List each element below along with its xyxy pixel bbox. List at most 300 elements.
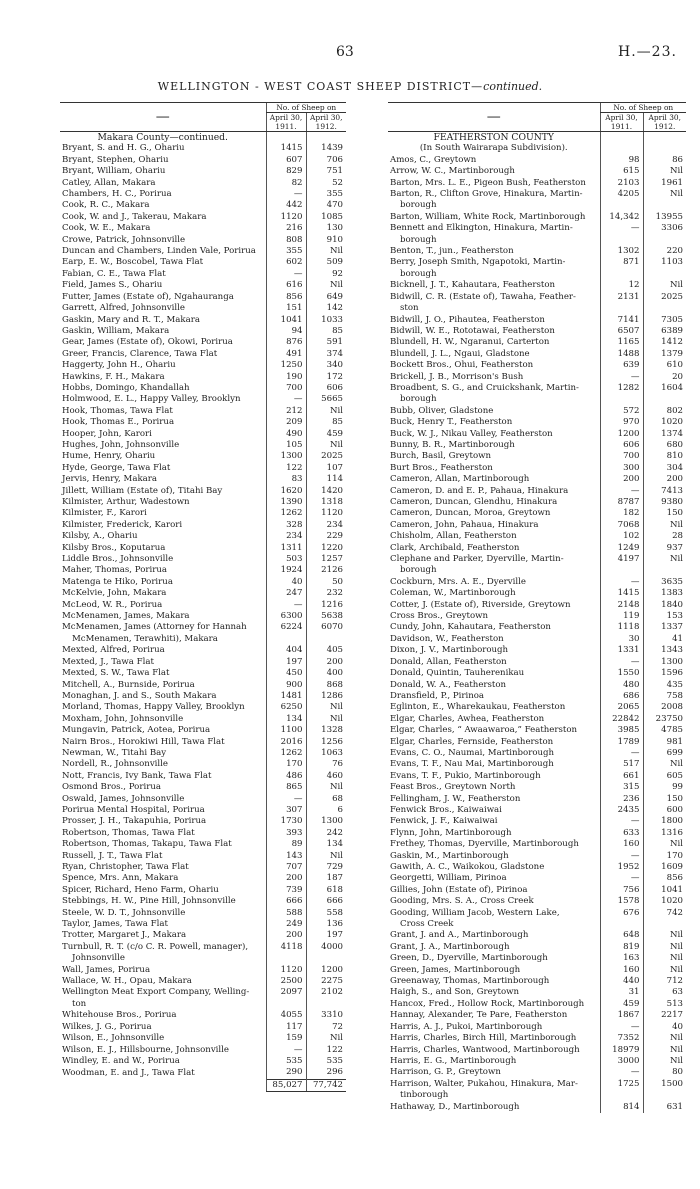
sheep-count-1912: 142 [306, 303, 346, 314]
sheep-count-1911: 1300 [266, 451, 306, 462]
owner-name: Gawith, A. C., Waikokou, Gladstone [390, 862, 545, 872]
owner-name: Duncan and Chambers, Linden Vale, Porirua [62, 246, 256, 257]
owner-name: Elgar, Charles, “ Awaawaroa,” Featherston [390, 725, 578, 736]
owner-name: Newman, W., Titahi Bay [62, 747, 167, 758]
table-row [388, 1045, 686, 1056]
sheep-count-1912: Nil [643, 554, 686, 565]
sheep-count-1911: 31 [600, 987, 643, 998]
sheep-count-1912: 41 [643, 634, 686, 645]
owner-name: Cameron, Allan, Martinborough [390, 474, 530, 485]
table-row [388, 394, 686, 405]
sheep-count-1911: — [600, 577, 643, 588]
sheep-count-1912: 631 [643, 1102, 686, 1113]
table-row [388, 771, 686, 782]
sheep-count-1912: 187 [306, 873, 346, 884]
sheep-count-1911: 1488 [600, 349, 643, 360]
table-row [60, 839, 346, 850]
sheep-count-1912: 810 [643, 451, 686, 462]
table-row [388, 497, 686, 508]
owner-name: Hathaway, D., Martinborough [390, 1101, 520, 1112]
owner-name: Buck, Henry T., Featherston [390, 417, 513, 428]
owner-name: Cameron, Duncan, Glendhu, Hinakura [390, 497, 558, 507]
owner-name: Porirua Mental Hospital, Porirua [62, 804, 205, 815]
sheep-count-1912: 610 [643, 360, 686, 371]
sheep-count-1912: 28 [643, 531, 686, 542]
sheep-count-1912: 1343 [643, 645, 686, 656]
table-row [388, 942, 686, 953]
owner-name: McMenamen, Terawhiti), Makara [72, 633, 218, 644]
table-row [388, 554, 686, 565]
table-row [388, 543, 686, 554]
sheep-count-1912: Nil [306, 714, 346, 725]
sheep-count-1911: 8787 [600, 497, 643, 508]
sheep-count-1912: 374 [306, 349, 346, 360]
owner-name: Hook, Thomas, Tawa Flat [62, 405, 173, 416]
owner-name: Hannay, Alexander, Te Pare, Featherston [390, 1010, 568, 1021]
sheep-count-1911 [266, 953, 306, 964]
sheep-count-1912: 2025 [306, 451, 346, 462]
sheep-count-1912: 242 [306, 828, 346, 839]
sheep-count-1912: Nil [306, 440, 346, 451]
sheep-count-1912: Nil [306, 1033, 346, 1044]
table-row [60, 223, 346, 234]
april-1912-header: April 30, 1912. [306, 113, 346, 132]
owner-name: Broadbent, S. G., and Cruickshank, Martin- [390, 382, 579, 393]
table-row [388, 862, 686, 873]
sheep-count-1911: 12 [600, 280, 643, 291]
sheep-count-1911: 3000 [600, 1056, 643, 1067]
sheep-count-1911: 7352 [600, 1033, 643, 1044]
sheep-count-1912: 405 [306, 645, 346, 656]
owner-name: Liddle Bros., Johnsonville [62, 554, 174, 565]
table-row [60, 1010, 346, 1021]
sheep-count-1911: 6224 [266, 622, 306, 633]
sheep-count-1911: 234 [266, 531, 306, 542]
sheep-count-1912: 172 [306, 372, 346, 383]
sheep-count-1912 [643, 200, 686, 211]
sheep-count-1911: — [600, 372, 643, 383]
sheep-count-1912: 9380 [643, 497, 686, 508]
owner-name: Bidwill, W. E., Rototawai, Featherston [390, 325, 555, 336]
owner-name: Hawkins, F. H., Makara [62, 371, 165, 382]
sheep-count-1912: 296 [306, 1067, 346, 1079]
sheep-count-1911: — [266, 1045, 306, 1056]
sheep-count-1911: 491 [266, 349, 306, 360]
sheep-count-1912: 1257 [306, 554, 346, 565]
owner-name: Gaskin, William, Makara [62, 325, 170, 336]
table-row [388, 987, 686, 998]
title-main: WELLINGTON - WEST COAST SHEEP DISTRICT— [157, 80, 484, 93]
table-row [388, 200, 686, 211]
sheep-count-1912: 76 [306, 759, 346, 770]
sheep-count-1911: 1120 [266, 965, 306, 976]
sheep-count-1911: 4055 [266, 1010, 306, 1021]
table-row [388, 155, 686, 166]
county-heading: Makara County—continued. [97, 132, 228, 143]
sheep-count-1911: 639 [600, 360, 643, 371]
owner-name: Cockburn, Mrs. A. E., Dyerville [390, 576, 526, 587]
table-row [60, 782, 346, 793]
owner-name: Bryant, S. and H. G., Ohariu [62, 143, 185, 154]
table-row [60, 429, 346, 440]
sheep-count-1912: Nil [643, 520, 686, 531]
owner-name: Bryant, Stephen, Ohariu [62, 154, 169, 165]
table-row [388, 645, 686, 656]
table-row [388, 1102, 686, 1113]
sheep-count-1912: 591 [306, 337, 346, 348]
table-row [388, 725, 686, 736]
sheep-count-1912: Nil [306, 280, 346, 291]
table-row [388, 873, 686, 884]
sheep-count-1912: 1256 [306, 737, 346, 748]
table-row [388, 383, 686, 394]
sheep-count-1912: 68 [306, 794, 346, 805]
owner-name: Hook, Thomas E., Porirua [62, 417, 175, 428]
sheep-count-1912: 234 [306, 520, 346, 531]
sheep-count-1912: 460 [306, 771, 346, 782]
owner-name: Whitehouse Bros., Porirua [62, 1010, 177, 1021]
sheep-count-1911: 200 [600, 474, 643, 485]
sheep-count-1911: 661 [600, 771, 643, 782]
owner-name: Benton, T., jun., Featherston [390, 246, 514, 257]
sheep-count-1911: 1725 [600, 1079, 643, 1090]
sheep-count-1912: 706 [306, 155, 346, 166]
sheep-count-1912: 150 [643, 794, 686, 805]
sheep-count-1911: 1952 [600, 862, 643, 873]
sheep-count-1912: 6070 [306, 622, 346, 633]
sheep-count-1911: 1415 [266, 143, 306, 154]
sheep-count-1911 [600, 200, 643, 211]
sheep-count-1911: 1730 [266, 816, 306, 827]
owner-name: Mexted, Alfred, Porirua [62, 645, 165, 656]
owner-name: Hyde, George, Tawa Flat [62, 462, 171, 473]
table-row [60, 326, 346, 337]
sheep-count-1911: 1200 [600, 429, 643, 440]
owner-name: Osmond Bros., Porirua [62, 782, 161, 793]
table-row [388, 280, 686, 291]
sheep-count-1911: 40 [266, 577, 306, 588]
sheep-count-1912: 1420 [306, 486, 346, 497]
owner-name: Trotter, Margaret J., Makara [62, 930, 187, 941]
table-row [388, 1022, 686, 1033]
sheep-count-1911: 871 [600, 257, 643, 268]
sheep-count-1912: 751 [306, 166, 346, 177]
sheep-count-1911: 4197 [600, 554, 643, 565]
sheep-count-1911: 2148 [600, 600, 643, 611]
owner-name: Haigh, S., and Son, Greytown [390, 987, 520, 998]
owner-name: Fellingham, J. W., Featherston [390, 793, 521, 804]
sheep-count-1912 [643, 1090, 686, 1101]
owner-name: Gaskin, M., Martinborough [390, 850, 509, 861]
table-row [388, 1067, 686, 1078]
owner-name: Hobbs, Domingo, Khandallah [62, 382, 190, 393]
sheep-count-1911: 814 [600, 1102, 643, 1113]
owner-name: Mungavin, Patrick, Aotea, Porirua [62, 725, 211, 736]
table-row [388, 680, 686, 691]
sheep-count-1911 [600, 565, 643, 576]
table-row [388, 634, 686, 645]
table-row [388, 953, 686, 964]
sheep-count-1912: 23750 [643, 714, 686, 725]
owner-name: Cameron, Duncan, Moroa, Greytown [390, 508, 551, 519]
sheep-count-1911: 197 [266, 657, 306, 668]
sheep-count-1911: 143 [266, 851, 306, 862]
owner-name: Stebbings, H. W., Pine Hill, Johnsonville [62, 896, 236, 907]
table-row [388, 748, 686, 759]
sheep-count-1911: 6250 [266, 702, 306, 713]
owner-name: Grant, J. and A., Martinborough [390, 930, 529, 941]
table-row [388, 417, 686, 428]
sheep-count-1911: — [600, 1022, 643, 1033]
table-row [388, 657, 686, 668]
table-row [388, 406, 686, 417]
sheep-count-1911: 404 [266, 645, 306, 656]
sheep-count-1912: 910 [306, 235, 346, 246]
sheep-count-1912: 1300 [643, 657, 686, 668]
owner-name: Gear, James (Estate of), Okowi, Porirua [62, 337, 233, 348]
owner-name: McKelvie, John, Makara [62, 588, 167, 599]
owner-name: Ryan, Christopher, Tawa Flat [62, 862, 189, 872]
sheep-count-1912: 1300 [306, 816, 346, 827]
owner-name: Garrett, Alfred, Johnsonville [62, 303, 185, 314]
table-row [60, 873, 346, 884]
sheep-count-1911: 1041 [266, 315, 306, 326]
owner-name: Bennett and Elkington, Hinakura, Martin- [390, 223, 573, 234]
sheep-count-1912: 1961 [643, 178, 686, 189]
owner-name: Windley, E. and W., Porirua [62, 1055, 180, 1066]
sheep-count-1912: 1316 [643, 828, 686, 839]
owner-name: Donald, W. A., Featherston [390, 679, 507, 690]
owner-name: Woodman, E. and J., Tawa Flat [62, 1067, 195, 1078]
sheep-count-1911: 1924 [266, 565, 306, 576]
sheep-count-1911: — [266, 189, 306, 200]
sheep-count-1911: 22842 [600, 714, 643, 725]
table-row [60, 166, 346, 177]
sheep-count-1911: 160 [600, 839, 643, 850]
sheep-count-1912: 107 [306, 463, 346, 474]
owner-name: Nairn Bros., Horokiwi Hill, Tawa Flat [62, 736, 225, 747]
sheep-count-1911: — [266, 794, 306, 805]
sheep-count-1911: 4118 [266, 942, 306, 953]
owner-name: Coleman, W., Martinborough [390, 588, 516, 599]
owner-name: Brickell, J. B., Morrison's Bush [390, 371, 524, 382]
sheep-count-1911: 151 [266, 303, 306, 314]
owner-column-header: — [60, 103, 266, 132]
table-row [60, 212, 346, 223]
sheep-count-1911: 633 [600, 828, 643, 839]
owner-name: Berry, Joseph Smith, Ngapotoki, Martin- [390, 257, 566, 268]
sheep-count-1911: 829 [266, 166, 306, 177]
sheep-count-1912 [643, 235, 686, 246]
table-row [388, 257, 686, 268]
sheep-count-1911: 3985 [600, 725, 643, 736]
right-table-body [388, 132, 686, 1113]
table-row [388, 1010, 686, 1021]
sheep-count-1911: 970 [600, 417, 643, 428]
sheep-count-1912 [643, 132, 686, 144]
sheep-count-1912: 712 [643, 976, 686, 987]
table-row [388, 908, 686, 919]
sheep-count-1911: 819 [600, 942, 643, 953]
table-row [60, 896, 346, 907]
owner-name: Donald, Quintin, Tauherenikau [390, 668, 525, 679]
sheep-count-1912: Nil [306, 851, 346, 862]
sheep-count-1911: 1118 [600, 622, 643, 633]
owner-name: Mitchell, A., Burnside, Porirua [62, 679, 195, 690]
right-sheep-table [388, 102, 686, 1113]
sheep-count-1911 [600, 1090, 643, 1101]
sheep-count-1912: Nil [643, 965, 686, 976]
owner-name: Green, D., Dyerville, Martinborough [390, 953, 548, 964]
sheep-count-1911: — [600, 816, 643, 827]
sheep-count-1911: 1100 [266, 725, 306, 736]
sheep-count-1912 [306, 132, 346, 144]
sheep-count-1912 [643, 269, 686, 280]
owner-name: Frethey, Thomas, Dyerville, Martinborough [390, 839, 579, 850]
owner-name: Spence, Mrs. Ann, Makara [62, 873, 179, 884]
owner-name: Dixon, J. V., Martinborough [390, 645, 509, 656]
sheep-count-1911: 1415 [600, 588, 643, 599]
owner-name: Fenwick Bros., Kaiwaiwai [390, 804, 502, 815]
table-row [388, 1090, 686, 1101]
table-row [60, 337, 346, 348]
table-row [60, 1045, 346, 1056]
sheep-count-1911: 1250 [266, 360, 306, 371]
sheep-count-1912 [643, 565, 686, 576]
april-1911-header: April 30, 1911. [600, 113, 643, 132]
sheep-count-1912 [643, 303, 686, 314]
owner-name: Harris, Charles, Birch Hill, Martinborough [390, 1033, 577, 1044]
owner-name: Bidwill, J. O., Pihautea, Featherston [390, 314, 545, 325]
owner-name: Moxham, John, Johnsonville [62, 713, 184, 724]
owner-name: borough [400, 268, 437, 279]
table-row [60, 349, 346, 360]
sheep-count-1911: 122 [266, 463, 306, 474]
table-row [60, 1056, 346, 1067]
sheep-count-1912: 1200 [306, 965, 346, 976]
sheep-count-1911: 2016 [266, 737, 306, 748]
sheep-count-1911: 1867 [600, 1010, 643, 1021]
sheep-count-1911: — [266, 600, 306, 611]
owner-name: Fenwick, J. F., Kaiwaiwai [390, 816, 498, 827]
table-row [388, 611, 686, 622]
table-row [60, 816, 346, 827]
sheep-count-1912: 1286 [306, 691, 346, 702]
table-row [388, 622, 686, 633]
sheep-count-1912: 220 [643, 246, 686, 257]
owner-name: Wellington Meat Export Company, Welling- [62, 987, 250, 998]
owner-name: Harrison, G. P., Greytown [390, 1067, 501, 1078]
owner-name: Russell, J. T., Tawa Flat [62, 850, 163, 861]
table-row [60, 759, 346, 770]
sheep-count-1911: 307 [266, 805, 306, 816]
owner-name: Blundell, H. W., Ngaranui, Carterton [390, 337, 550, 348]
sheep-count-1911 [600, 394, 643, 405]
owner-name: Greer, Francis, Clarence, Tawa Flat [62, 348, 218, 359]
table-row [60, 508, 346, 519]
table-row [60, 645, 346, 656]
table-row [388, 212, 686, 223]
table-row [60, 497, 346, 508]
sheep-count-1911: 486 [266, 771, 306, 782]
owner-name: Bidwill, C. R. (Estate of), Tawaha, Feather- [390, 291, 576, 302]
sheep-count-1912: 1216 [306, 600, 346, 611]
table-row [388, 463, 686, 474]
sheep-count-1912: Nil [643, 839, 686, 850]
owner-name: Harris, E. G., Martinborough [390, 1055, 517, 1066]
table-row [60, 805, 346, 816]
table-row [60, 680, 346, 691]
table-row [388, 372, 686, 383]
sheep-count-1912: 618 [306, 885, 346, 896]
sheep-count-1912: 400 [306, 668, 346, 679]
table-row [60, 554, 346, 565]
table-row [388, 178, 686, 189]
sheep-count-1911: 2131 [600, 292, 643, 303]
owner-name: Chisholm, Allan, Featherston [390, 531, 517, 542]
sheep-count-1911: 1550 [600, 668, 643, 679]
sheep-count-1912: 470 [306, 200, 346, 211]
sheep-count-1911 [600, 303, 643, 314]
table-row [60, 417, 346, 428]
sheep-count-1911: 6507 [600, 326, 643, 337]
owner-name: Eglinton, E., Wharekaukau, Featherston [390, 702, 566, 713]
sheep-count-1911: — [600, 851, 643, 862]
sheep-count-1912: 86 [643, 155, 686, 166]
table-row [388, 896, 686, 907]
owner-name: Kilsby, A., Ohariu [62, 531, 138, 542]
owner-column-header: — [388, 103, 600, 132]
sheep-count-1912: 13955 [643, 212, 686, 223]
sheep-count-1911: 700 [600, 451, 643, 462]
owner-name: Wilkes, J. G., Porirua [62, 1021, 152, 1032]
sheep-count-1911: 450 [266, 668, 306, 679]
sheep-count-1911: 212 [266, 406, 306, 417]
owner-name: Gaskin, Mary and R. T., Makara [62, 314, 200, 325]
sheep-count-1912: 134 [306, 839, 346, 850]
owner-name: McMenamen, James (Attorney for Hannah [62, 622, 247, 633]
section-heading-row [388, 132, 686, 144]
owner-name: borough [400, 200, 437, 211]
owner-name: borough [400, 394, 437, 405]
owner-name: Bubb, Oliver, Gladstone [390, 405, 494, 416]
sheep-count-1912: 153 [643, 611, 686, 622]
subdivision-heading: (In South Wairarapa Subdivision). [419, 143, 568, 154]
sheep-count-1912: 340 [306, 360, 346, 371]
table-row [388, 930, 686, 941]
table-row [388, 851, 686, 862]
sheep-count-group-header: No. of Sheep on [600, 103, 686, 113]
sheep-count-1912: 170 [643, 851, 686, 862]
sheep-count-1911: 808 [266, 235, 306, 246]
table-row [60, 303, 346, 314]
sheep-count-1911: 102 [600, 531, 643, 542]
owner-name: Wallace, W. H., Opau, Makara [62, 976, 192, 987]
sheep-count-1912: 6 [306, 805, 346, 816]
sheep-count-1911 [600, 143, 643, 154]
sheep-count-1912: 1374 [643, 429, 686, 440]
table-row [60, 200, 346, 211]
owner-name: Mexted, J., Tawa Flat [62, 656, 154, 667]
table-row [60, 919, 346, 930]
sheep-count-1912: 1220 [306, 543, 346, 554]
owner-name: Amos, C., Greytown [390, 154, 477, 165]
sheep-count-1911: 6300 [266, 611, 306, 622]
table-row [60, 725, 346, 736]
sheep-count-1911: 85,027 [266, 1079, 306, 1091]
sheep-count-1912: Nil [643, 759, 686, 770]
sheep-count-1911: 572 [600, 406, 643, 417]
